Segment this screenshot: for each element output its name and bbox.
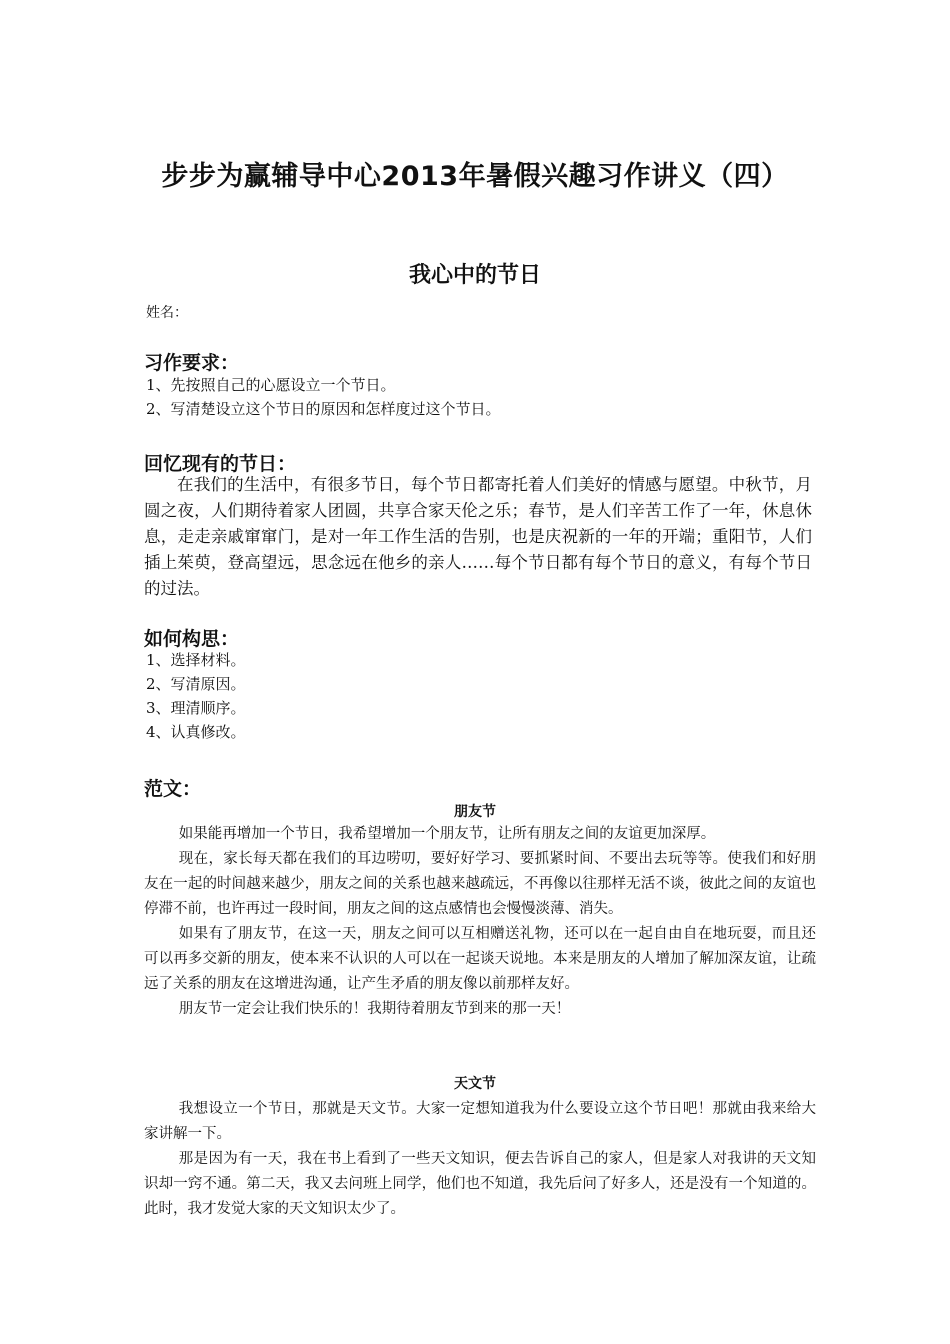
recall-heading: 回忆现有的节日： xyxy=(144,453,297,475)
list-item: 1、先按照自己的心愿设立一个节日。 xyxy=(146,376,396,394)
essay-body xyxy=(144,1097,816,1222)
essay-paragraph: 那是因为有一天，我在书上看到了一些天文知识，便去告诉自己的家人，但是家人对我讲的天文知识却一窍不通。第二天，我又去问班上同学，他们也不知道，我先后问了好多人，还是没有一个知道的。此时，我才发觉大家的天文知识太少了。 xyxy=(144,1151,816,1217)
lesson-title: 我心中的节日 xyxy=(408,263,541,288)
list-item: 1、选择材料。 xyxy=(146,651,246,669)
document-title: 步步为赢辅导中心2013年暑假兴趣习作讲义（四） xyxy=(161,161,789,192)
requirements-heading: 习作要求： xyxy=(144,352,240,374)
essay-title: 朋友节 xyxy=(454,804,496,820)
essay-body xyxy=(144,822,816,1022)
essay-paragraph: 我想设立一个节日，那就是天文节。大家一定想知道我为什么要设立这个节日吧！那就由我来给大家讲解一下。 xyxy=(144,1101,816,1142)
essay-paragraph: 如果能再增加一个节日，我希望增加一个朋友节，让所有朋友之间的友谊更加深厚。 xyxy=(178,826,716,842)
list-item: 3、理清顺序。 xyxy=(146,699,246,717)
essay-paragraph: 现在，家长每天都在我们的耳边唠叨，要好好学习、要抓紧时间、不要出去玩等等。使我们和好朋友在一起的时间越来越少，朋友之间的关系也越来越疏远，不再像以往那样无活不谈，彼此之间的友谊也停滞不前，也许再过一段时间，朋友之间的这点感情也会慢慢淡薄、消失。 xyxy=(144,851,816,917)
requirements-list xyxy=(146,373,501,421)
examples-heading: 范文： xyxy=(144,778,202,800)
essay-paragraph: 朋友节一定会让我们快乐的！我期待着朋友节到来的那一天！ xyxy=(178,1001,571,1017)
list-item: 2、写清原因。 xyxy=(146,675,246,693)
list-item: 4、认真修改。 xyxy=(146,723,246,741)
recall-paragraph: 在我们的生活中，有很多节日，每个节日都寄托着人们美好的情感与愿望。中秋节，月圆之夜，人们期待着家人团圆，共享合家天伦之乐；春节，是人们辛苦工作了一年，休息休息，走走亲戚窜窜门，是对一年工作生活的告别，也是庆祝新的一年的开端；重阳节，人们插上茱萸，登高望远，思念远在他乡的亲人……每个节日都有每个节日的意义，有每个节日的过法。 xyxy=(144,475,812,598)
structure-heading: 如何构思： xyxy=(144,628,240,650)
list-item: 2、写清楚设立这个节日的原因和怎样度过这个节日。 xyxy=(146,400,501,418)
name-label: 姓名： xyxy=(146,305,188,321)
structure-list xyxy=(146,648,246,744)
essay-paragraph: 如果有了朋友节，在这一天，朋友之间可以互相赠送礼物，还可以在一起自由自在地玩耍，而且还可以再多交新的朋友，使本来不认识的人可以在一起谈天说地。本来是朋友的人增加了解加深友谊，让疏远了关系的朋友在这增进沟通，让产生矛盾的朋友像以前那样友好。 xyxy=(144,926,816,992)
essay-title: 天文节 xyxy=(454,1076,496,1092)
